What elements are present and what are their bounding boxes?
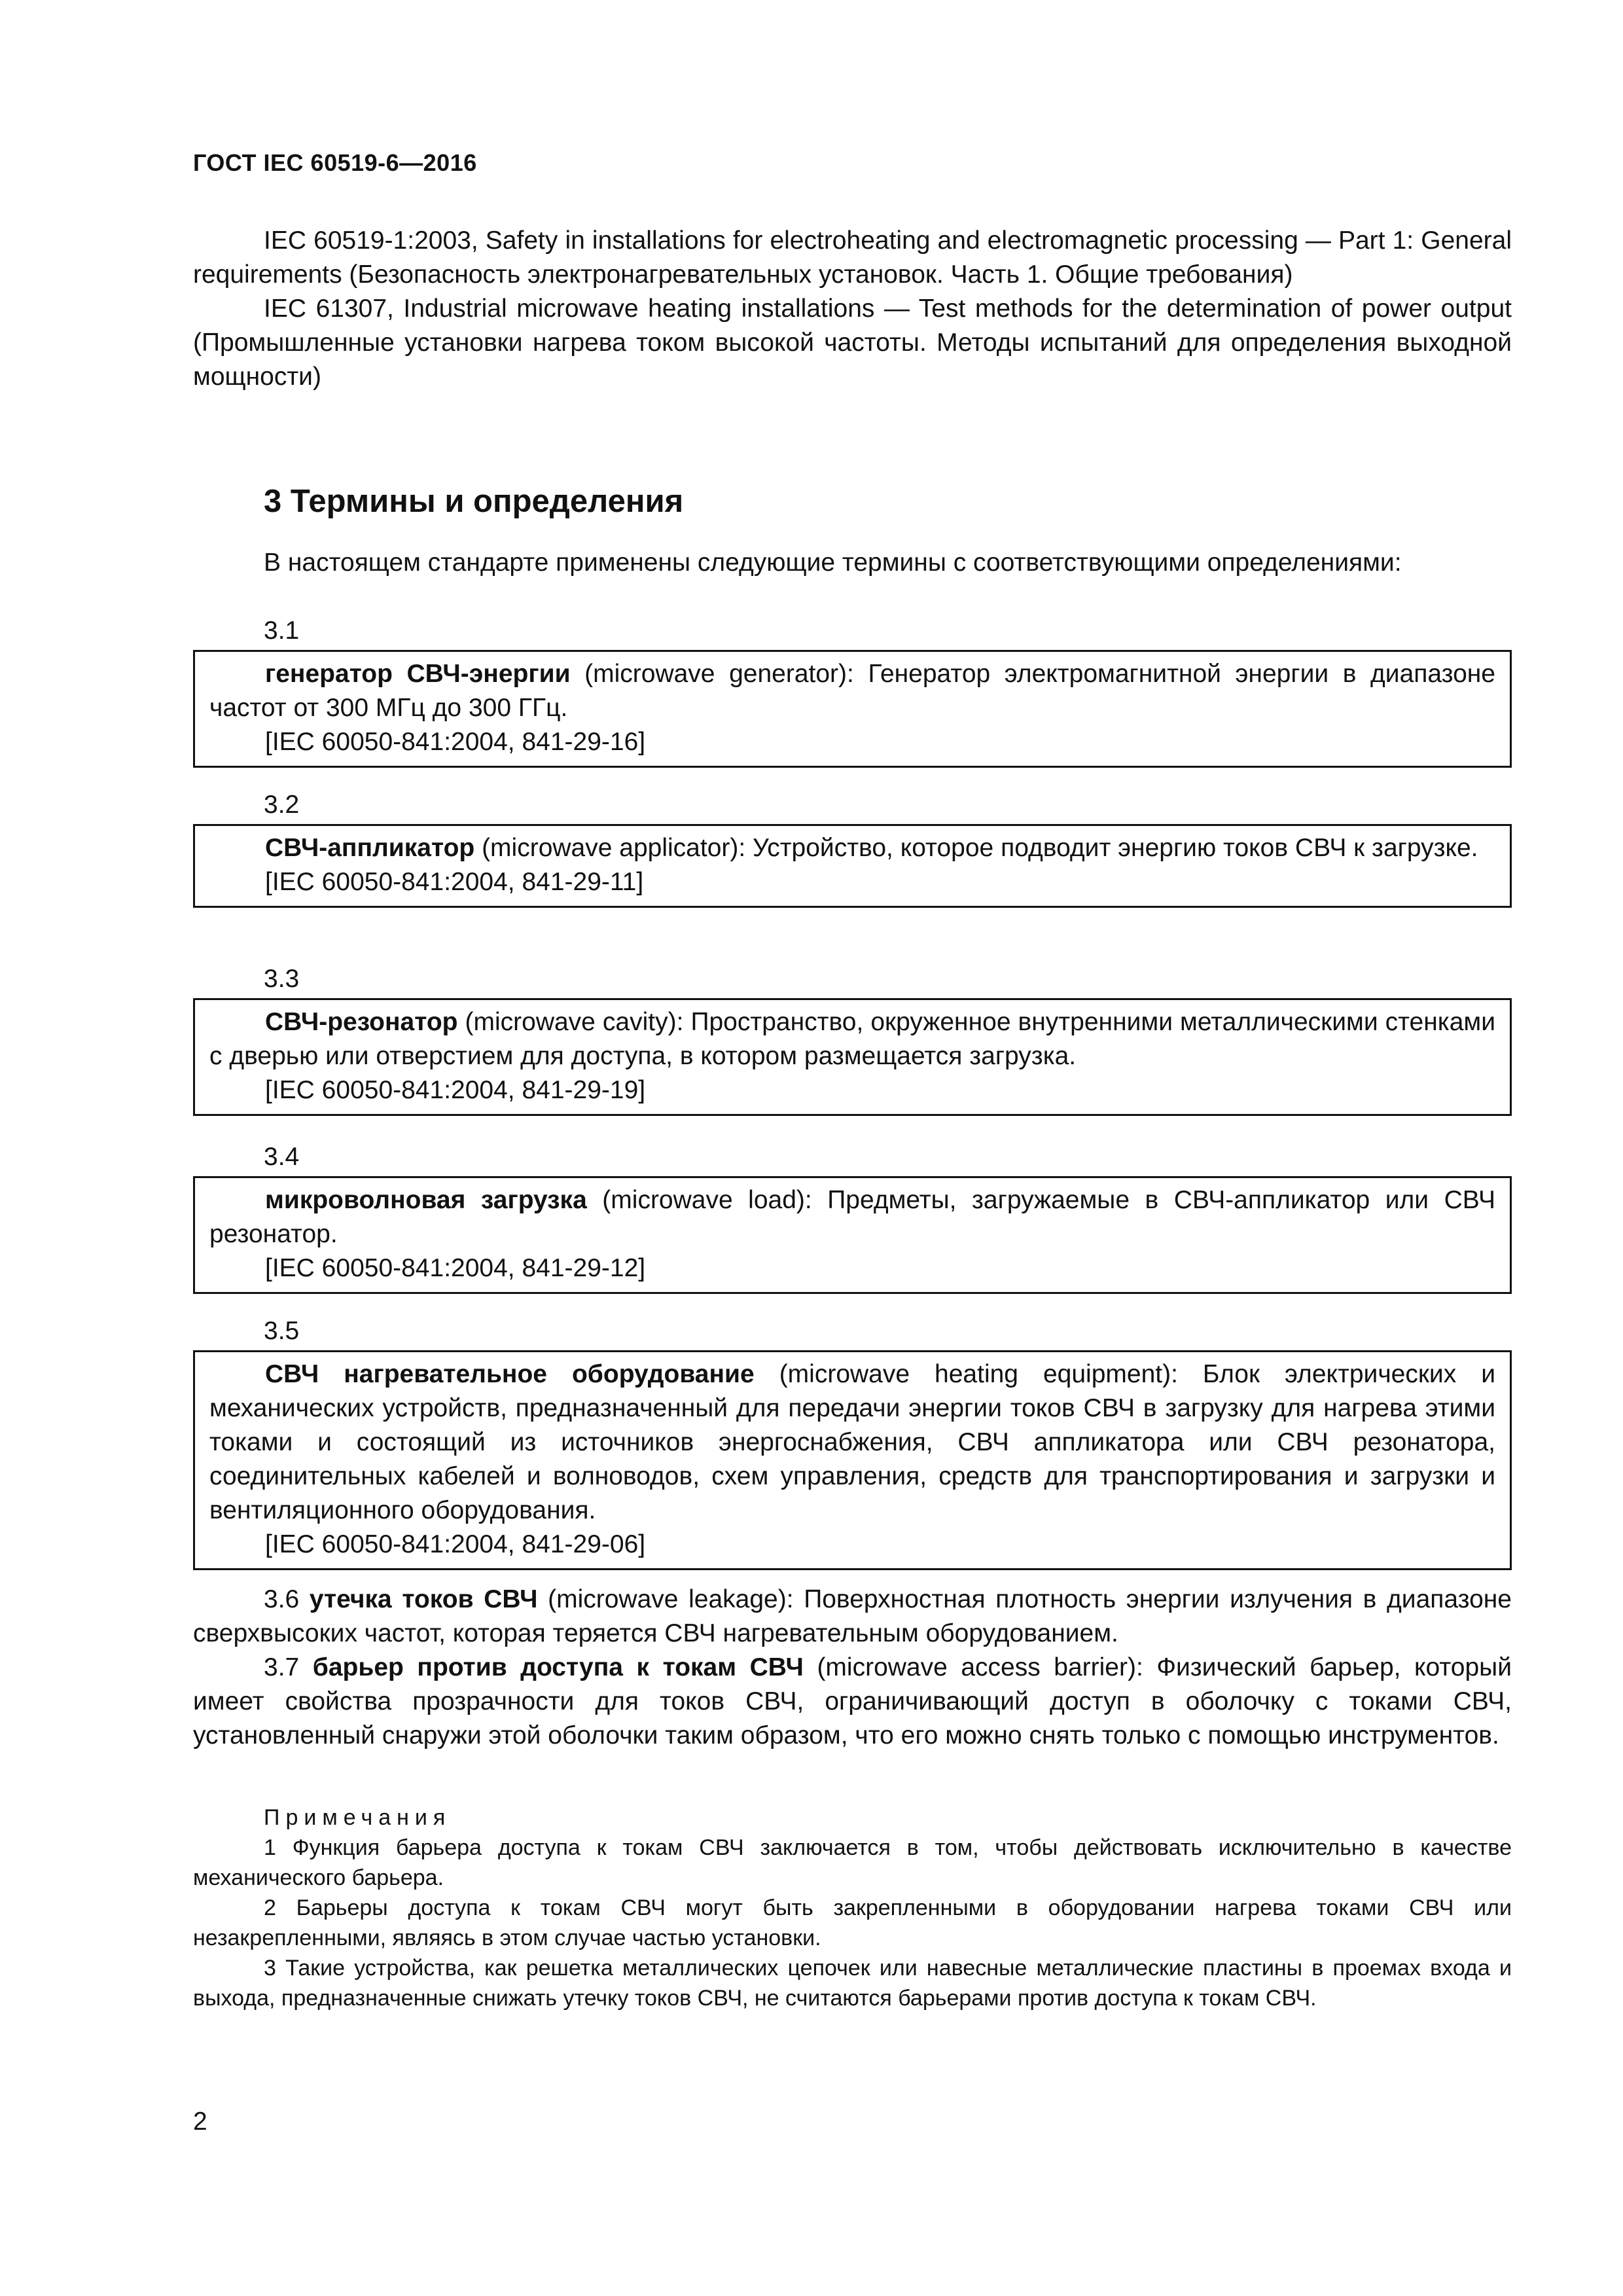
term-name: генератор СВЧ-энергии [265,660,571,688]
term-text: (microwave load): Предметы, загружаемые в СВЧ-аппликатор или СВЧ резонатор. [209,1186,1496,1248]
term-number: 3.4 [264,1143,300,1171]
term-text: (microwave generator): Генератор электромагнитной энергии в диапазоне частот от 300 МГц до 300 ГГц. [209,660,1495,722]
term-box [193,824,1512,908]
term-source: [IEC 60050-841:2004, 841-29-16] [265,728,646,756]
term-inline [193,1583,1512,1651]
term-number: 3.6 [264,1585,310,1613]
notes-title: Примечания [264,1805,452,1830]
term-definition [209,1357,1495,1528]
notes-block [193,1803,1512,2013]
term-number: 3.7 [264,1653,313,1681]
term-text: (microwave leakage): Поверхностная плотность энергии излучения в диапазоне сверхвысоких частот, которая теряется СВЧ нагревательным оборудованием. [193,1585,1512,1647]
term-number: 3.1 [264,617,300,645]
term-name: СВЧ нагревательное оборудование [265,1360,755,1388]
term-definition [209,657,1495,725]
term-inline [193,1651,1512,1753]
term-number: 3.2 [264,791,300,819]
term-name: утечка токов СВЧ [309,1585,538,1613]
term-text: (microwave heating equipment): Блок электрических и механических устройств, предназначенный для передачи энергии токов СВЧ в загрузку для нагрева этими токами и состоящий из источников энергоснабжения, СВЧ аппликатора или СВЧ резонатора, соединительных кабелей и волноводов, схем управления, средств для транспортирования и загрузки и вентиляционного оборудования. [209,1360,1495,1524]
term-source: [IEC 60050-841:2004, 841-29-12] [265,1254,646,1282]
term-box [193,650,1512,768]
term-text: (microwave applicator): Устройство, которое подводит энергию токов СВЧ к загрузке. [474,834,1478,862]
reference-iec-60519-1: IEC 60519-1:2003, Safety in installations for electroheating and electromagnetic processing — Part 1: General requirements (Безопасность электронагревательных установок. Часть 1. Общие требования) [193,226,1512,289]
term-source: [IEC 60050-841:2004, 841-29-19] [265,1076,646,1104]
section-title: 3 Термины и определения [264,484,684,519]
term-name: СВЧ-аппликатор [265,834,475,862]
term-box [193,1350,1512,1570]
note-item: 1 Функция барьера доступа к токам СВЧ заключается в том, чтобы действовать исключительно в качестве механического барьера. [193,1835,1512,1890]
note-item: 2 Барьеры доступа к токам СВЧ могут быть закрепленными в оборудовании нагрева токами СВЧ или незакрепленными, являясь в этом случае частью установки. [193,1895,1512,1950]
term-source: [IEC 60050-841:2004, 841-29-11] [265,868,644,896]
term-definition [209,1005,1495,1073]
term-box [193,998,1512,1116]
note-item: 3 Такие устройства, как решетка металлических цепочек или навесные металлические пластины в проемах входа и выхода, предназначенные снижать утечку токов СВЧ, не считаются барьерами против доступа к токам СВЧ. [193,1956,1512,2011]
normative-references [193,224,1512,394]
page-number: 2 [193,2108,207,2136]
term-text: (microwave cavity): Пространство, окруженное внутренними металлическими стенками с дверью или отверстием для доступа, в котором размещается загрузка. [209,1008,1495,1070]
document-header: ГОСТ IEC 60519-6—2016 [193,149,477,176]
term-number: 3.5 [264,1317,300,1345]
term-name: барьер против доступа к токам СВЧ [312,1653,804,1681]
term-text: (microwave access barrier): Физический барьер, который имеет свойства прозрачности для токов СВЧ, ограничивающий доступ в оболочку с токами СВЧ, установленный снаружи этой оболочки таким образом, что его можно снять только с помощью инструментов. [193,1653,1512,1749]
term-name: микроволновая загрузка [265,1186,587,1214]
term-definition [209,831,1495,865]
term-definition [209,1183,1495,1251]
section-intro: В настоящем стандарте применены следующие термины с соответствующими определениями: [264,548,1402,577]
reference-iec-61307: IEC 61307, Industrial microwave heating installations — Test methods for the determination of power output (Промышленные установки нагрева током высокой частоты. Методы испытаний для определения выходной мощности) [193,295,1512,391]
term-name: СВЧ-резонатор [265,1008,458,1036]
inline-terms [193,1583,1512,1753]
term-number: 3.3 [264,965,300,993]
term-box [193,1176,1512,1294]
term-source: [IEC 60050-841:2004, 841-29-06] [265,1530,646,1558]
